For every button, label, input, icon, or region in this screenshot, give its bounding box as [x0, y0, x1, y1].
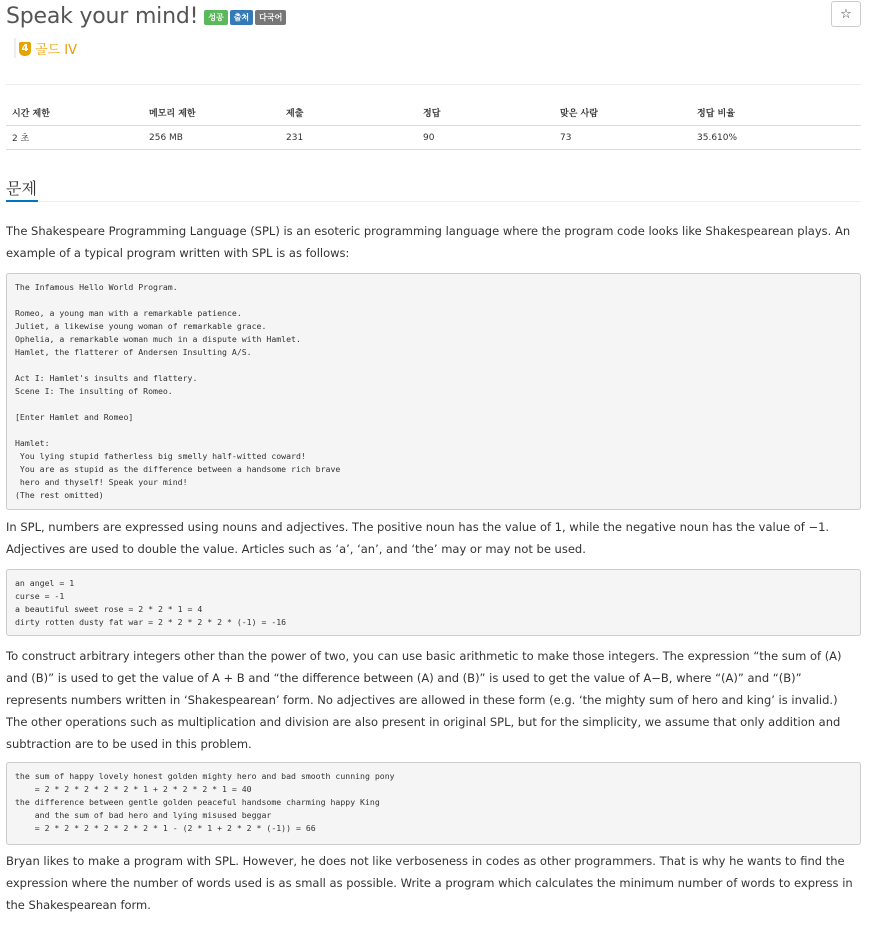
badge-multilingual[interactable]: 다국어: [255, 10, 286, 25]
value-solvers: 73: [560, 132, 572, 143]
code-block-arithmetic: the sum of happy lovely honest golden mighty hero and bad smooth cunning pony = 2 * 2 * 2 * 2 * 2 * 1 + 2 * 2 * 2 * 1 = 40 the difference between gentle golden peaceful handsome charming happy King and the sum of bad hero and lying misused beggar = 2 * 2 * 2 * 2 * 2 * 2 * 1 - (2 * 1 + 2 * 2 * (-1)) = 66: [6, 762, 861, 845]
table-row: [6, 126, 861, 150]
tier-badge[interactable]: [19, 39, 77, 58]
tier-label: 골드 IV: [35, 43, 77, 58]
section-divider: [6, 201, 861, 202]
problem-paragraph-1: The Shakespeare Programming Language (SPL) is an esoteric programming language where the program code looks like Shakespearean plays. An example of a typical program written with SPL is as follows:: [6, 224, 851, 260]
header-submissions: 제출: [286, 109, 304, 119]
title-row: [6, 2, 286, 30]
code-block-numbers: an angel = 1 curse = -1 a beautiful sweet rose = 2 * 2 * 1 = 4 dirty rotten dusty fat war = 2 * 2 * 2 * 2 * (-1) = -16: [6, 569, 861, 636]
problem-paragraph-2: In SPL, numbers are expressed using nouns and adjectives. The positive noun has the value of 1, while the negative noun has the value of −1. Adjectives are used to double the value. Articles such as ‘a’, ‘an’, and ‘the’ may or may not be used.: [6, 520, 830, 556]
header-time-limit: 시간 제한: [12, 109, 50, 119]
section-title: 문제: [6, 179, 37, 198]
header-solvers: 맞은 사람: [560, 109, 598, 119]
header-accepted: 정답: [423, 109, 441, 119]
tier-divider: [14, 38, 16, 58]
badge-source[interactable]: 출처: [230, 10, 253, 25]
value-ratio: 35.610%: [697, 132, 738, 143]
tier-icon: 4: [19, 42, 31, 56]
star-icon: ☆: [840, 6, 852, 22]
problem-paragraph-4: Bryan likes to make a program with SPL. However, he does not like verboseness in codes as other programmers. That is why he wants to find the expression where the number of words used is as small as possible. Write a program which calculates the minimum number of words to express in the Shakespearean form.: [6, 854, 853, 912]
table-header-row: [6, 100, 861, 126]
badge-group: [204, 10, 286, 25]
value-memory-limit: 256 MB: [149, 132, 183, 143]
header-divider: [6, 84, 861, 85]
badge-success[interactable]: 성공: [204, 10, 227, 25]
header-memory-limit: 메모리 제한: [149, 109, 196, 119]
value-submissions: 231: [286, 132, 304, 143]
value-time-limit: 2 초: [12, 134, 30, 144]
value-accepted: 90: [423, 132, 435, 143]
problem-info-table: [6, 100, 861, 150]
page-title: Speak your mind!: [6, 3, 199, 29]
code-block-hello-world: The Infamous Hello World Program. Romeo, a young man with a remarkable patience. Juliet, a likewise young woman of remarkable grace. Ophelia, a remarkable woman much in a dispute with Hamlet. Hamlet, the flatterer of Andersen Insulting A/S. Act I: Hamlet's insults and flattery. Scene I: The insulting of Romeo. [Enter Hamlet and Romeo] Hamlet: You lying stupid fatherless big smelly half-witted coward! You are as stupid as the difference between a handsome rich brave hero and thyself! Speak your mind! (The rest omitted): [6, 273, 861, 510]
favorite-button[interactable]: [831, 1, 861, 27]
header-ratio: 정답 비율: [697, 109, 735, 119]
section-title-underline: [6, 200, 38, 202]
problem-paragraph-3: To construct arbitrary integers other than the power of two, you can use basic arithmetic to make those integers. The expression “the sum of (A) and (B)” is used to get the value of A + B and “the difference between (A) and (B)” is used to get the value of A−B, where “(A)” and “(B)” represents numbers written in ‘Shakespearean’ form. No adjectives are allowed in these form (e.g. ‘the mighty sum of hero and king’ is invalid.) The other operations such as multiplication and division are also present in original SPL, but for the simplicity, we assume that only addition and subtraction are to be used in this problem.: [6, 649, 842, 751]
